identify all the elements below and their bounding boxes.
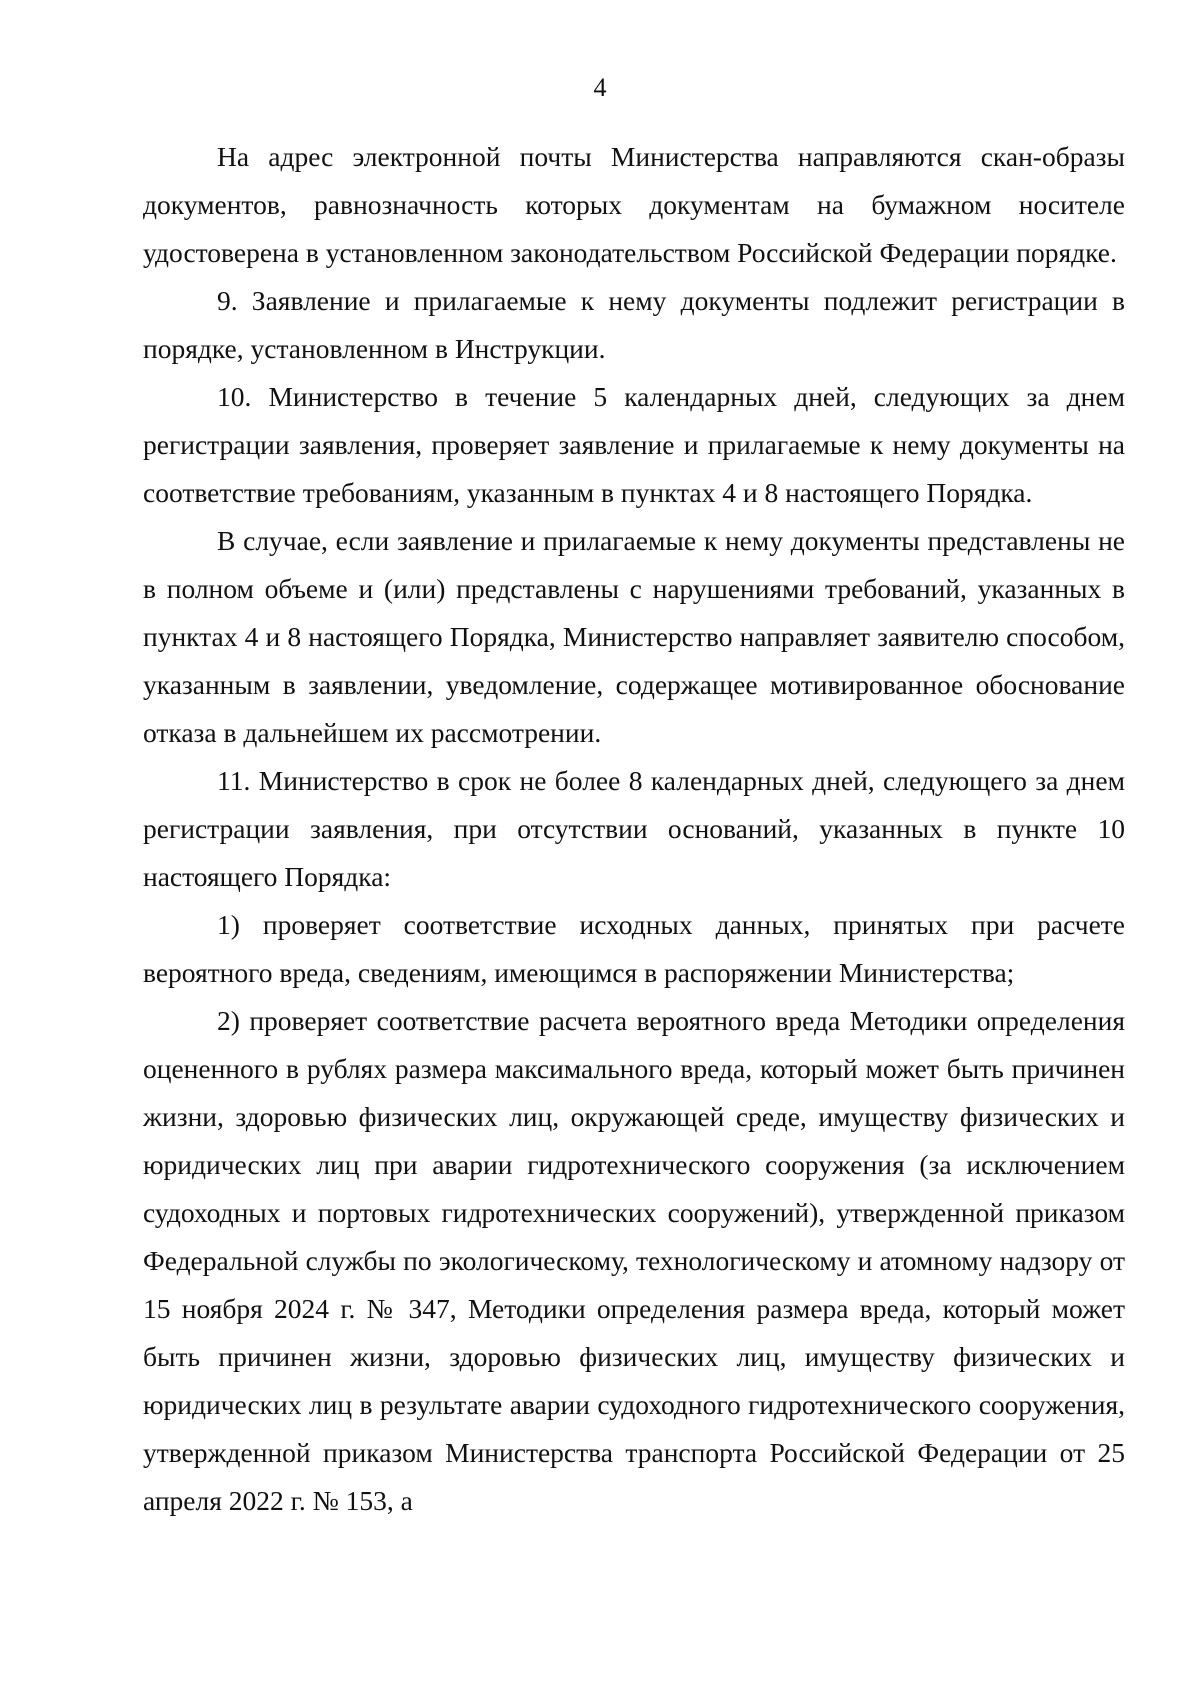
paragraph-item-10: 10. Министерство в течение 5 календарных дней, следующих за днем регистрации заявления, проверяет заявление и прилагаемые к нему документы на соответствие требованиям, указанным в пунктах 4 и 8 настоящего Порядка. bbox=[143, 381, 1125, 508]
paragraph-incomplete-documents: В случае, если заявление и прилагаемые к нему документы представлены не в полном объеме и (или) представлены с нарушениями требований, указанных в пунктах 4 и 8 настоящего Порядка, Министерство направляет заявителю способом, указанным в заявлении, уведомление, содержащее мотивированное обоснование отказа в дальнейшем их рассмотрении. bbox=[143, 525, 1125, 748]
paragraph-email-scans: На адрес электронной почты Министерства направляются скан-образы документов, равнозначность которых документам на бумажном носителе удостоверена в установленном законодательством Российской Федерации порядке. bbox=[143, 141, 1125, 268]
paragraph-item-11: 11. Министерство в срок не более 8 календарных дней, следующего за днем регистрации заявления, при отсутствии оснований, указанных в пункте 10 настоящего Порядка: bbox=[143, 765, 1125, 892]
paragraph-item-9: 9. Заявление и прилагаемые к нему документы подлежит регистрации в порядке, установленном в Инструкции. bbox=[143, 285, 1125, 364]
paragraph-subitem-2: 2) проверяет соответствие расчета вероятного вреда Методики определения оцененного в рублях размера максимального вреда, который может быть причинен жизни, здоровью физических лиц, окружающей среде, имуществу физических и юридических лиц при аварии гидротехнического сооружения (за исключением судоходных и портовых гидротехнических сооружений), утвержденной приказом Федеральной службы по экологическому, технологическому и атомному надзору от 15 ноября 2024 г. № 347, Методики определения размера вреда, который может быть причинен жизни, здоровью физических лиц, имуществу физических и юридических лиц в результате аварии судоходного гидротехнического сооружения, утвержденной приказом Министерства транспорта Российской Федерации от 25 апреля 2022 г. № 153, а bbox=[143, 1005, 1125, 1516]
page-number: 4 bbox=[593, 73, 607, 102]
paragraph-subitem-1: 1) проверяет соответствие исходных данных, принятых при расчете вероятного вреда, сведениям, имеющимся в распоряжении Министерства; bbox=[143, 909, 1125, 988]
document-body bbox=[143, 133, 1125, 1525]
